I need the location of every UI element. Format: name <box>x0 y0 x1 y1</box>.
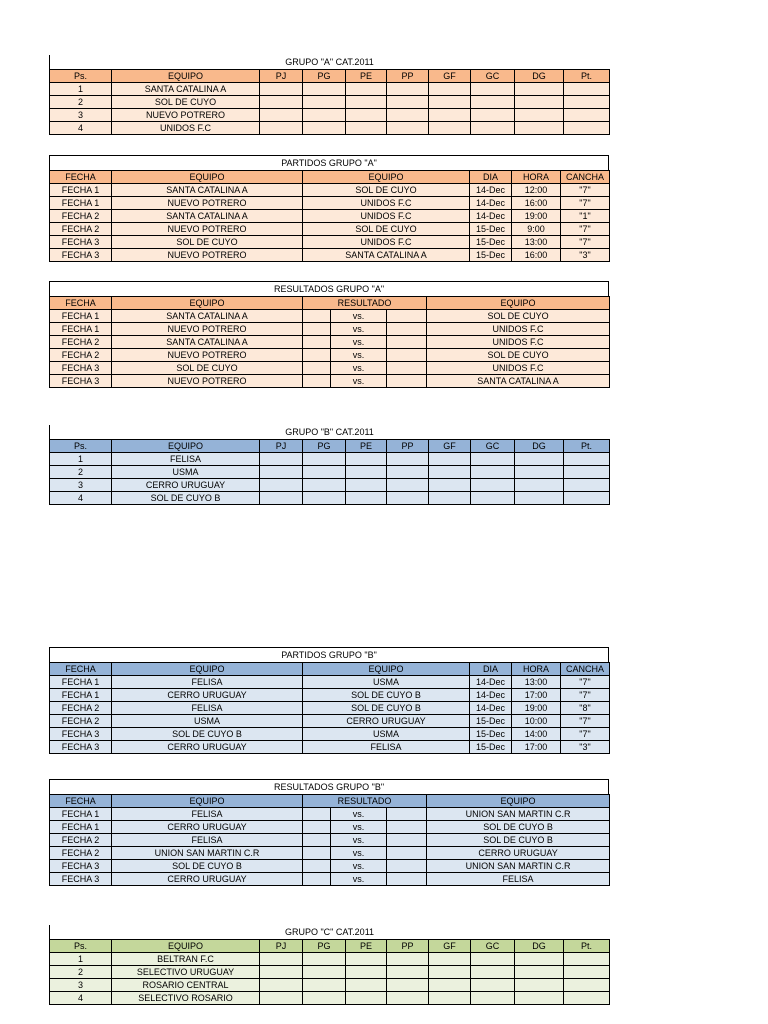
table-row: FECHA 3 NUEVO POTRERO vs. SANTA CATALINA A <box>50 375 610 388</box>
team-position: 4 <box>50 992 112 1005</box>
group-b-results-table <box>49 794 610 886</box>
header-equipo: EQUIPO <box>112 70 260 83</box>
table-row <box>50 492 610 505</box>
away-score-cell[interactable] <box>387 834 427 847</box>
table-row <box>50 122 610 135</box>
table-row: FECHA 1 SANTA CATALINA A vs. SOL DE CUYO <box>50 310 610 323</box>
away-score-cell[interactable] <box>387 860 427 873</box>
group-b-title: GRUPO "B" CAT.2011 <box>49 425 609 439</box>
team-name: SELECTIVO URUGUAY <box>112 966 260 979</box>
table-row: FECHA 1 NUEVO POTRERO UNIDOS F.C 14-Dec 16:00 "7" <box>50 197 610 210</box>
header-equipo-away: EQUIPO <box>427 297 610 310</box>
vs-label: vs. <box>331 834 387 847</box>
team-position: 2 <box>50 96 112 109</box>
team-position: 1 <box>50 83 112 96</box>
vs-label: vs. <box>331 310 387 323</box>
header-pt: Pt. <box>564 70 610 83</box>
group-b-results-title: RESULTADOS GRUPO "B" <box>49 779 609 794</box>
group-b-matches <box>49 647 609 754</box>
header-gc: GC <box>471 70 515 83</box>
table-row: FECHA 3 CERRO URUGUAY vs. FELISA <box>50 873 610 886</box>
table-row: FECHA 3 NUEVO POTRERO SANTA CATALINA A 15-Dec 16:00 "3" <box>50 249 610 262</box>
home-score-cell[interactable] <box>303 310 331 323</box>
group-a-results-title: RESULTADOS GRUPO "A" <box>49 281 609 296</box>
away-score-cell[interactable] <box>387 349 427 362</box>
vs-label: vs. <box>331 860 387 873</box>
header-gf: GF <box>429 70 471 83</box>
team-position: 2 <box>50 966 112 979</box>
team-position: 3 <box>50 109 112 122</box>
table-row: FECHA 2 UNION SAN MARTIN C.R vs. CERRO URUGUAY <box>50 847 610 860</box>
away-score-cell[interactable] <box>387 375 427 388</box>
team-name: ROSARIO CENTRAL <box>112 979 260 992</box>
team-name: UNIDOS F.C <box>112 122 260 135</box>
results-header-row: FECHA EQUIPO RESULTADO EQUIPO <box>50 795 610 808</box>
vs-label: vs. <box>331 808 387 821</box>
vs-label: vs. <box>331 873 387 886</box>
team-name: SELECTIVO ROSARIO <box>112 992 260 1005</box>
vs-label: vs. <box>331 821 387 834</box>
home-score-cell[interactable] <box>303 362 331 375</box>
group-a-title: GRUPO "A" CAT.2011 <box>49 55 609 69</box>
group-b-standings-table <box>49 439 610 505</box>
group-a-results-table <box>49 296 610 388</box>
group-c-standings-table <box>49 939 610 1005</box>
team-name: CERRO URUGUAY <box>112 479 260 492</box>
header-ps: Ps. <box>50 70 112 83</box>
away-score-cell[interactable] <box>387 808 427 821</box>
header-hora: HORA <box>512 171 561 184</box>
team-name: SOL DE CUYO <box>112 96 260 109</box>
group-a-standings <box>49 55 609 135</box>
vs-label: vs. <box>331 323 387 336</box>
matches-header-row: FECHA EQUIPO EQUIPO DIA HORA CANCHA <box>50 663 610 676</box>
vs-label: vs. <box>331 336 387 349</box>
vs-label: vs. <box>331 375 387 388</box>
home-score-cell[interactable] <box>303 873 331 886</box>
away-score-cell[interactable] <box>387 847 427 860</box>
header-dg: DG <box>515 70 564 83</box>
vs-label: vs. <box>331 349 387 362</box>
header-dia: DIA <box>470 171 512 184</box>
header-pp: PP <box>387 70 429 83</box>
group-b-results <box>49 779 609 886</box>
header-pe: PE <box>346 70 387 83</box>
table-row: FECHA 2 NUEVO POTRERO vs. SOL DE CUYO <box>50 349 610 362</box>
table-row <box>50 83 610 96</box>
table-row: FECHA 2 NUEVO POTRERO SOL DE CUYO 15-Dec 9:00 "7" <box>50 223 610 236</box>
group-a-standings-table <box>49 69 610 135</box>
group-c-standings <box>49 925 609 1005</box>
away-score-cell[interactable] <box>387 873 427 886</box>
home-score-cell[interactable] <box>303 821 331 834</box>
table-row: FECHA 2 FELISA SOL DE CUYO B 14-Dec 19:00 "8" <box>50 702 610 715</box>
team-position: 4 <box>50 492 112 505</box>
team-position: 4 <box>50 122 112 135</box>
header-fecha: FECHA <box>50 297 112 310</box>
team-position: 2 <box>50 466 112 479</box>
home-score-cell[interactable] <box>303 336 331 349</box>
table-row <box>50 992 610 1005</box>
home-score-cell[interactable] <box>303 349 331 362</box>
group-c-title: GRUPO "C" CAT.2011 <box>49 925 609 939</box>
standings-header-row: Ps. EQUIPO PJ PG PE PP GF GC DG Pt. <box>50 940 610 953</box>
team-name: SANTA CATALINA A <box>112 83 260 96</box>
team-position: 3 <box>50 979 112 992</box>
team-position: 1 <box>50 453 112 466</box>
table-row: FECHA 1 NUEVO POTRERO vs. UNIDOS F.C <box>50 323 610 336</box>
away-score-cell[interactable] <box>387 362 427 375</box>
table-row: FECHA 3 SOL DE CUYO B USMA 15-Dec 14:00 "7" <box>50 728 610 741</box>
matches-header-row <box>50 171 610 184</box>
group-b-matches-table <box>49 662 610 754</box>
group-a-matches <box>49 155 609 262</box>
group-a-matches-title: PARTIDOS GRUPO "A" <box>49 155 609 170</box>
table-row: FECHA 3 SOL DE CUYO vs. UNIDOS F.C <box>50 362 610 375</box>
table-row <box>50 466 610 479</box>
team-position: 3 <box>50 479 112 492</box>
standings-header-row <box>50 70 610 83</box>
table-row <box>50 966 610 979</box>
table-row: FECHA 2 SANTA CATALINA A UNIDOS F.C 14-Dec 19:00 "1" <box>50 210 610 223</box>
table-row: FECHA 3 SOL DE CUYO UNIDOS F.C 15-Dec 13:00 "7" <box>50 236 610 249</box>
group-b-standings <box>49 425 609 505</box>
team-name: BELTRAN F.C <box>112 953 260 966</box>
table-row: FECHA 3 CERRO URUGUAY FELISA 15-Dec 17:00 "3" <box>50 741 610 754</box>
home-score-cell[interactable] <box>303 860 331 873</box>
team-position: 1 <box>50 953 112 966</box>
table-row: FECHA 1 SANTA CATALINA A SOL DE CUYO 14-Dec 12:00 "7" <box>50 184 610 197</box>
table-row: FECHA 1 CERRO URUGUAY vs. SOL DE CUYO B <box>50 821 610 834</box>
header-pg: PG <box>303 70 346 83</box>
home-score-cell[interactable] <box>303 375 331 388</box>
table-row: FECHA 1 FELISA USMA 14-Dec 13:00 "7" <box>50 676 610 689</box>
group-b-matches-title: PARTIDOS GRUPO "B" <box>49 647 609 662</box>
away-score-cell[interactable] <box>387 323 427 336</box>
header-pj: PJ <box>260 70 303 83</box>
table-row: FECHA 3 SOL DE CUYO B vs. UNION SAN MARTIN C.R <box>50 860 610 873</box>
table-row: FECHA 2 USMA CERRO URUGUAY 15-Dec 10:00 "7" <box>50 715 610 728</box>
header-resultado: RESULTADO <box>303 297 427 310</box>
table-row <box>50 96 610 109</box>
standings-header-row: Ps. EQUIPO PJ PG PE PP GF GC DG Pt. <box>50 440 610 453</box>
vs-label: vs. <box>331 847 387 860</box>
header-equipo-home: EQUIPO <box>112 297 303 310</box>
header-fecha: FECHA <box>50 171 112 184</box>
table-row: FECHA 2 SANTA CATALINA A vs. UNIDOS F.C <box>50 336 610 349</box>
away-score-cell[interactable] <box>387 336 427 349</box>
group-a-results <box>49 281 609 388</box>
table-row: FECHA 1 FELISA vs. UNION SAN MARTIN C.R <box>50 808 610 821</box>
table-row <box>50 453 610 466</box>
home-score-cell[interactable] <box>303 834 331 847</box>
table-row <box>50 953 610 966</box>
vs-label: vs. <box>331 362 387 375</box>
team-name: USMA <box>112 466 260 479</box>
table-row: FECHA 1 CERRO URUGUAY SOL DE CUYO B 14-Dec 17:00 "7" <box>50 689 610 702</box>
table-row <box>50 479 610 492</box>
group-a-matches-table <box>49 170 610 262</box>
table-row <box>50 979 610 992</box>
table-row: FECHA 2 FELISA vs. SOL DE CUYO B <box>50 834 610 847</box>
table-row <box>50 109 610 122</box>
home-score-cell[interactable] <box>303 323 331 336</box>
team-name: FELISA <box>112 453 260 466</box>
header-equipo-home: EQUIPO <box>112 171 303 184</box>
header-cancha: CANCHA <box>561 171 610 184</box>
away-score-cell[interactable] <box>387 821 427 834</box>
team-name: SOL DE CUYO B <box>112 492 260 505</box>
away-score-cell[interactable] <box>387 310 427 323</box>
results-header-row <box>50 297 610 310</box>
header-equipo-away: EQUIPO <box>303 171 470 184</box>
home-score-cell[interactable] <box>303 808 331 821</box>
home-score-cell[interactable] <box>303 847 331 860</box>
team-name: NUEVO POTRERO <box>112 109 260 122</box>
